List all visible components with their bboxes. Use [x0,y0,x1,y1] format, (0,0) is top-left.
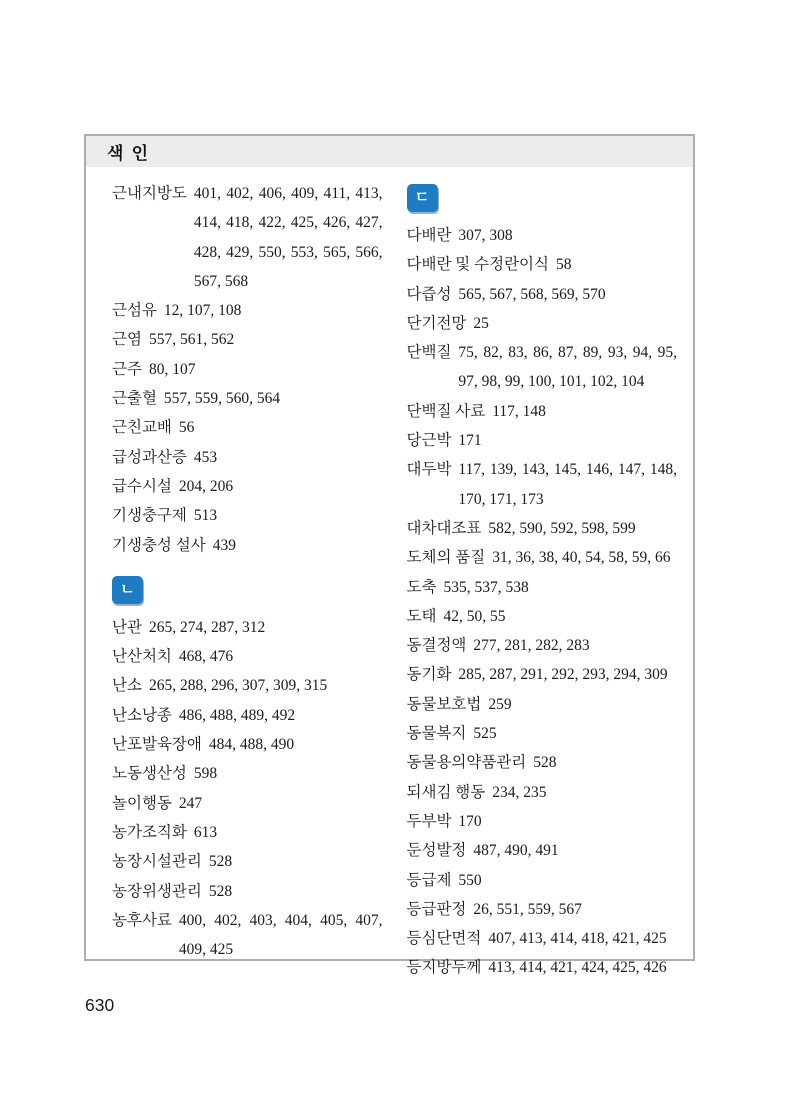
index-term: 농장시설관리 [112,853,202,871]
index-term: 동물복지 [406,725,467,743]
index-term: 다즙성 [406,285,452,303]
index-pages: 170 [458,812,482,830]
index-pages: 75, 82, 83, 86, 87, 89, 93, 94, 95, 97, 98, 99, 100, 101, 102, 104 [458,344,677,391]
index-pages: 234, 235 [492,783,547,801]
index-pages: 204, 206 [178,477,234,495]
index-header [86,136,693,167]
index-pages: 535, 537, 538 [443,578,529,596]
index-term: 난포발육장애 [112,736,202,754]
index-entry [112,701,383,730]
index-pages: 42, 50, 55 [443,607,506,625]
index-term: 근주 [112,360,142,378]
index-term: 노동생산성 [112,765,187,783]
index-entry [407,514,678,543]
index-pages: 565, 567, 568, 569, 570 [458,285,606,303]
index-pages: 247 [178,794,203,812]
index-pages: 58 [556,256,572,274]
index-entry [112,443,383,472]
page-number: 630 [85,995,115,1015]
index-term: 등급제 [406,871,452,889]
index-entry [112,730,383,759]
index-entry [407,836,678,865]
index-entry [112,531,383,560]
index-pages: 285, 287, 291, 292, 293, 294, 309 [458,666,668,684]
index-entry [112,413,383,442]
index-entry [407,690,678,719]
index-term: 기생충구제 [112,507,187,525]
index-pages: 307, 308 [458,227,513,244]
index-pages: 557, 561, 562 [148,331,235,349]
index-pages: 550 [458,871,482,889]
index-pages: 528 [208,853,233,871]
index-pages: 582, 590, 592, 598, 599 [488,519,636,537]
index-term: 난산처치 [112,648,172,666]
index-entry [112,179,383,296]
index-pages: 117, 139, 143, 145, 146, 147, 148, 170, 171, 173 [458,461,677,508]
index-entry [407,924,678,953]
index-term: 단백질 [406,344,452,362]
index-entry [112,384,383,413]
index-entry [407,309,678,338]
index-term: 동결정액 [406,637,467,655]
index-pages: 259 [488,695,512,713]
index-term: 대두박 [406,461,452,479]
index-pages: 56 [178,419,195,437]
index-pages: 407, 413, 414, 418, 421, 425 [488,930,667,948]
index-entry [407,660,678,689]
section-badge: ㄴ [112,576,143,604]
index-entry [112,671,383,700]
index-entry [112,472,383,501]
index-entry [407,866,678,895]
index-pages: 525 [473,725,497,743]
index-term: 동물보호법 [406,695,482,713]
index-term: 근친교배 [112,419,172,437]
index-panel [84,134,695,977]
index-term: 농후사료 [112,911,172,929]
index-term: 난관 [112,618,142,636]
index-term: 난소낭종 [112,706,172,724]
index-entry [112,818,383,847]
index-entry [112,847,383,876]
index-pages: 401, 402, 406, 409, 411, 413, 414, 418, 422, 425, 426, 427, 428, 429, 550, 553, 565, 566, 567, 568 [193,185,383,290]
index-term: 농가조직화 [112,823,187,841]
index-pages: 31, 36, 38, 40, 54, 58, 59, 66 [492,549,671,567]
index-term: 기생충성 설사 [112,536,206,554]
index-pages: 557, 559, 560, 564 [163,390,281,408]
index-entry [112,296,383,325]
index-pages: 439 [212,536,236,554]
index-pages: 25 [473,314,489,332]
index-pages: 400, 402, 403, 404, 405, 407, 409, 425 [178,911,383,959]
index-pages: 513 [193,507,218,525]
index-term: 근내지방도 [112,185,187,202]
index-entry [407,280,678,309]
index-term: 급수시설 [112,477,172,495]
index-entry [112,877,383,906]
index-entry [407,719,678,748]
index-pages: 80, 107 [148,360,196,378]
index-term: 놀이행동 [112,794,172,812]
index-pages: 468, 476 [178,648,234,666]
index-pages: 613 [193,823,218,841]
index-column-right [407,179,678,983]
index-entry [112,613,383,642]
index-pages: 453 [193,448,218,466]
index-pages: 277, 281, 282, 283 [473,637,590,655]
index-term: 당근박 [406,432,452,450]
index-term: 등급판정 [406,900,467,918]
index-pages: 487, 490, 491 [473,842,559,860]
index-entry [407,543,678,572]
index-entry [407,426,678,455]
index-pages: 26, 551, 559, 567 [473,900,582,918]
index-pages: 528 [533,754,557,772]
index-entry [112,906,383,965]
index-term: 다배란 [406,227,452,244]
index-body [86,167,693,983]
index-term: 둔성발정 [406,842,467,860]
index-term: 근염 [112,331,142,349]
index-entry [407,602,678,631]
index-pages: 265, 274, 287, 312 [148,618,266,636]
index-entry [407,250,678,279]
page-title: 색 인 [107,144,151,163]
index-entry [112,355,383,384]
index-entry [407,778,678,807]
index-term: 단백질 사료 [406,402,486,420]
index-entry [112,642,383,671]
section-badge: ㄷ [407,184,438,212]
index-term: 등심단면적 [406,930,482,948]
index-term: 동기화 [406,666,452,684]
index-entry [407,338,678,397]
index-entry [112,501,383,530]
index-pages: 12, 107, 108 [163,302,242,320]
index-pages: 171 [458,432,482,450]
index-pages: 486, 488, 489, 492 [178,706,296,724]
index-entry [407,631,678,660]
index-entry [407,221,678,250]
index-term: 난소 [112,677,142,695]
index-entry [407,397,678,426]
index-entry [407,748,678,777]
index-term: 도태 [406,607,437,625]
index-entry [407,573,678,602]
index-entry [407,807,678,836]
index-term: 근섬유 [112,302,157,320]
index-term: 두부박 [406,812,452,830]
index-entry [407,455,678,514]
index-term: 근출혈 [112,390,157,408]
index-pages: 484, 488, 490 [208,736,295,754]
index-term: 등지방두께 [406,959,482,977]
index-entry [112,789,383,818]
index-entry [407,953,678,982]
index-term: 단기전망 [406,314,467,332]
index-column-left [112,179,383,983]
index-entry [112,325,383,354]
index-term: 도축 [406,578,437,596]
index-pages: 265, 288, 296, 307, 309, 315 [148,677,328,695]
index-term: 되새김 행동 [406,783,486,801]
index-entry [407,895,678,924]
index-pages: 528 [208,882,233,900]
index-term: 도체의 품질 [406,549,486,567]
index-pages: 117, 148 [492,402,546,420]
index-term: 급성과산증 [112,448,187,466]
index-term: 대차대조표 [406,519,482,537]
index-pages: 413, 414, 421, 424, 425, 426 [488,959,667,977]
index-pages: 598 [193,765,218,783]
index-term: 동물용의약품관리 [406,754,527,772]
index-term: 농장위생관리 [112,882,202,900]
index-term: 다배란 및 수정란이식 [406,256,550,274]
index-entry [112,759,383,788]
